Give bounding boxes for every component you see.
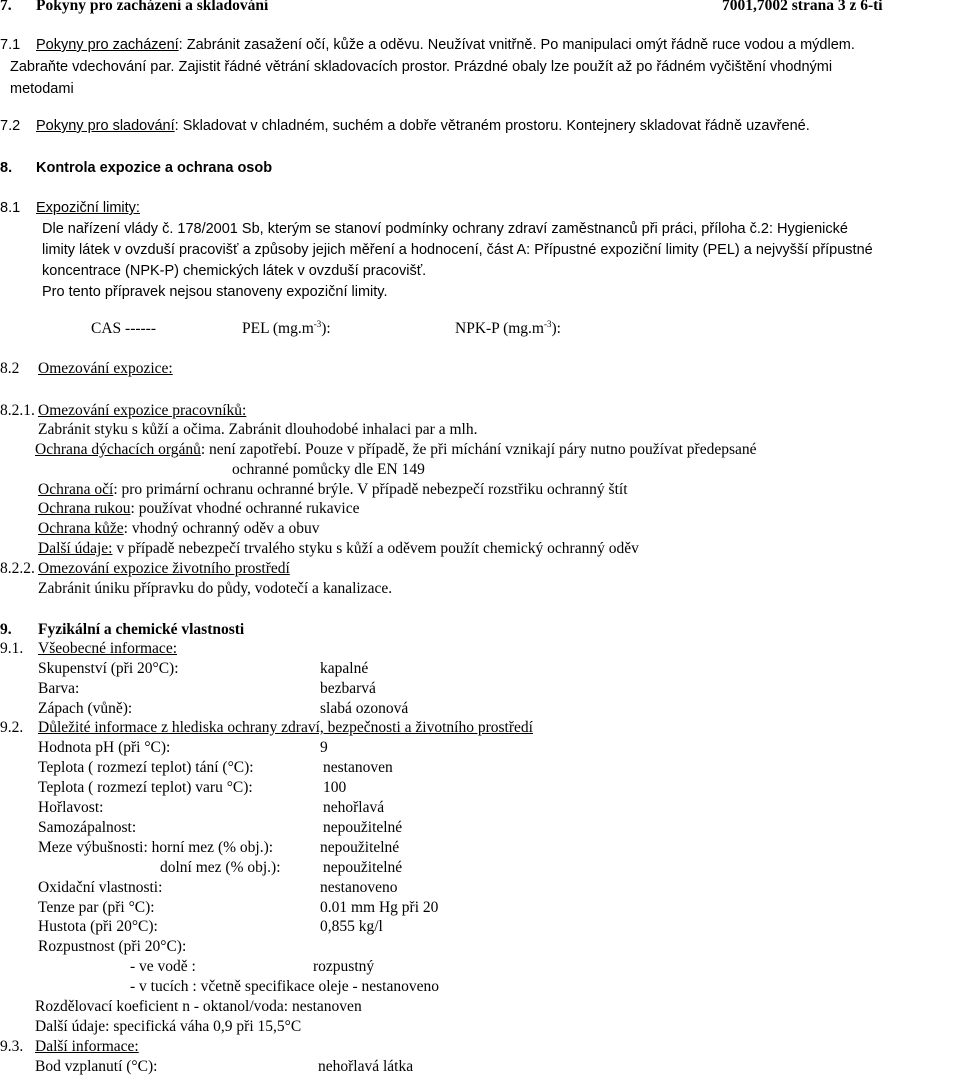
section-7-number: 7. <box>0 0 12 14</box>
section-8-1-line-3: koncentrace (NPK-P) chemických látek v ovzduší pracovišť. <box>42 263 427 279</box>
pel-column-header <box>242 320 331 338</box>
section-9-3-number: 9.3. <box>0 1038 24 1055</box>
npk-exponent: -3 <box>544 319 552 329</box>
skin-protection-text: : vhodný ochranný oděv a obuv <box>123 520 320 537</box>
property-value: nestanoven <box>323 759 393 776</box>
section-8-title: Kontrola expozice a ochrana osob <box>36 160 273 176</box>
property-key: Skupenství (při 20°C): <box>38 660 179 677</box>
respiratory-protection-label: Ochrana dýchacích orgánů <box>35 441 201 458</box>
section-7-2-text: : Skladovat v chladném, suchém a dobře větraném prostoru. Kontejnery skladovat řádně uzavřené. <box>174 118 810 134</box>
section-8-2-1-number: 8.2.1. <box>0 402 35 419</box>
property-value: nehořlavá látka <box>318 1058 414 1075</box>
hand-protection-label: Ochrana rukou <box>38 500 131 517</box>
section-7-2-number: 7.2 <box>0 118 21 134</box>
property-value: 0,855 kg/l <box>320 918 383 935</box>
section-9-3-label: Další informace: <box>35 1038 139 1055</box>
property-key: Samozápalnost: <box>38 819 137 836</box>
section-7-1-text: : Zabránit zasažení očí, kůže a oděvu. Neužívat vnitřně. Po manipulaci omýt řádně ruce vodou a mýdlem. <box>178 37 855 53</box>
property-value: 0.01 mm Hg při 20 <box>320 899 439 916</box>
pel-label: PEL (mg.m <box>242 320 314 337</box>
section-8-2-1-text: Zabránit styku s kůží a očima. Zabránit dlouhodobé inhalaci par a mlh. <box>38 421 478 438</box>
other-protection-label: Další údaje: <box>38 540 113 557</box>
section-8-2-2-text: Zabránit úniku přípravku do půdy, vodotečí a kanalizace. <box>38 580 393 597</box>
section-7-2-label: Pokyny pro sladování <box>36 118 175 134</box>
respiratory-protection <box>35 441 757 459</box>
property-key: Teplota ( rozmezí teplot) varu °C): <box>38 779 253 796</box>
property-value: nestanoveno <box>320 879 398 896</box>
other-protection-text: v případě nebezpečí trvalého styku s kůží a oděvem použít chemický ochranný oděv <box>112 540 639 557</box>
section-8-1-line-1: Dle nařízení vlády č. 178/2001 Sb, kterým se stanoví podmínky ochrany zdraví zaměstnanců při práci, příloha č.2: Hygienické <box>42 221 848 237</box>
property-key: dolní mez (% obj.): <box>160 859 281 876</box>
property-key: Barva: <box>38 680 80 697</box>
section-8-2-2-label: Omezování expozice životního prostředí <box>38 560 290 577</box>
section-8-2-1-label: Omezování expozice pracovníků: <box>38 402 247 419</box>
respiratory-protection-text: : není zapotřebí. Pouze v případě, že při míchání vznikají páry nutno používat předepsané <box>200 441 757 458</box>
eye-protection <box>38 481 628 499</box>
section-7-1-number: 7.1 <box>0 37 21 53</box>
section-8-1-number: 8.1 <box>0 200 21 216</box>
eye-protection-text: : pro primární ochranu ochranné brýle. V případě nebezpečí rozstřiku ochranný štít <box>113 481 628 498</box>
respiratory-protection-text-2: ochranné pomůcky dle EN 149 <box>232 461 425 478</box>
property-key: - ve vodě : <box>130 958 196 975</box>
property-value: slabá ozonová <box>320 700 409 717</box>
npk-label: NPK-P (mg.m <box>455 320 544 337</box>
section-9-number: 9. <box>0 621 12 638</box>
section-8-2-2-number: 8.2.2. <box>0 560 35 577</box>
property-key: Hořlavost: <box>38 799 104 816</box>
property-key: Hustota (při 20°C): <box>38 918 158 935</box>
property-value: nepoužitelné <box>320 839 400 856</box>
section-7-1-line-1 <box>36 36 855 54</box>
hand-protection-text: : používat vhodné ochranné rukavice <box>130 500 360 517</box>
property-value: bezbarvá <box>320 680 376 697</box>
pel-exponent: -3 <box>313 319 322 329</box>
section-9-1-label: Všeobecné informace: <box>38 640 178 657</box>
property-key: Meze výbušnosti: horní mez (% obj.): <box>38 839 274 856</box>
eye-protection-label: Ochrana očí <box>38 481 114 498</box>
section-7-2-line <box>36 117 810 135</box>
property-key: Zápach (vůně): <box>38 700 133 717</box>
other-protection <box>38 540 639 558</box>
section-8-1-line-4: Pro tento přípravek nejsou stanoveny expoziční limity. <box>42 284 388 300</box>
property-value: 9 <box>320 739 328 756</box>
section-8-2-number: 8.2 <box>0 360 20 377</box>
property-key: Teplota ( rozmezí teplot) tání (°C): <box>38 759 254 776</box>
section-8-1-line-2: limity látek v ovzduší pracovišť a způsoby jejich měření a hodnocení, část A: Přípustné expoziční limity (PEL) a nejvyšší přípustné <box>42 242 873 258</box>
pel-label-end: ): <box>321 320 331 337</box>
section-8-number: 8. <box>0 160 13 176</box>
property-key: Oxidační vlastnosti: <box>38 879 163 896</box>
section-9-1-number: 9.1. <box>0 640 24 657</box>
property-key: Rozpustnost (při 20°C): <box>38 938 187 955</box>
property-value: rozpustný <box>313 958 375 975</box>
section-7-title: Pokyny pro zacházení a skladování <box>36 0 269 14</box>
page-info: 7001,7002 strana 3 z 6-ti <box>722 0 883 14</box>
section-7-1-label: Pokyny pro zacházení <box>36 37 179 53</box>
hand-protection <box>38 500 360 518</box>
section-7-1-line-3: metodami <box>10 81 74 97</box>
section-7-1-line-2: Zabraňte vdechování par. Zajistit řádné větrání skladovacích prostor. Prázdné obaly lze použít až po řádném vyčištění vhodnými <box>10 59 833 75</box>
section-9-2-label: Důležité informace z hlediska ochrany zdraví, bezpečnosti a životního prostředí <box>38 719 533 736</box>
section-8-1-label: Expoziční limity: <box>36 200 140 216</box>
property-value: nehořlavá <box>323 799 385 816</box>
property-key: Tenze par (při °C): <box>38 899 155 916</box>
property-value: nepoužitelné <box>323 819 403 836</box>
property-key: Bod vzplanutí (°C): <box>35 1058 158 1075</box>
property-key: Rozdělovací koeficient n - oktanol/voda: nestanoven <box>35 998 362 1015</box>
property-key: Další údaje: specifická váha 0,9 při 15,5°C <box>35 1018 302 1035</box>
section-8-2-label: Omezování expozice: <box>38 360 173 377</box>
property-value: 100 <box>323 779 347 796</box>
npk-column-header <box>455 320 561 338</box>
section-9-2-number: 9.2. <box>0 719 24 736</box>
property-value: kapalné <box>320 660 369 677</box>
property-key: - v tucích : včetně specifikace oleje - nestanoveno <box>130 978 440 995</box>
npk-label-end: ): <box>551 320 561 337</box>
skin-protection-label: Ochrana kůže <box>38 520 124 537</box>
section-9-title: Fyzikální a chemické vlastnosti <box>38 621 245 638</box>
property-value: nepoužitelné <box>323 859 403 876</box>
skin-protection <box>38 520 320 538</box>
cas-column-header: CAS ------ <box>91 320 156 337</box>
property-key: Hodnota pH (při °C): <box>38 739 171 756</box>
